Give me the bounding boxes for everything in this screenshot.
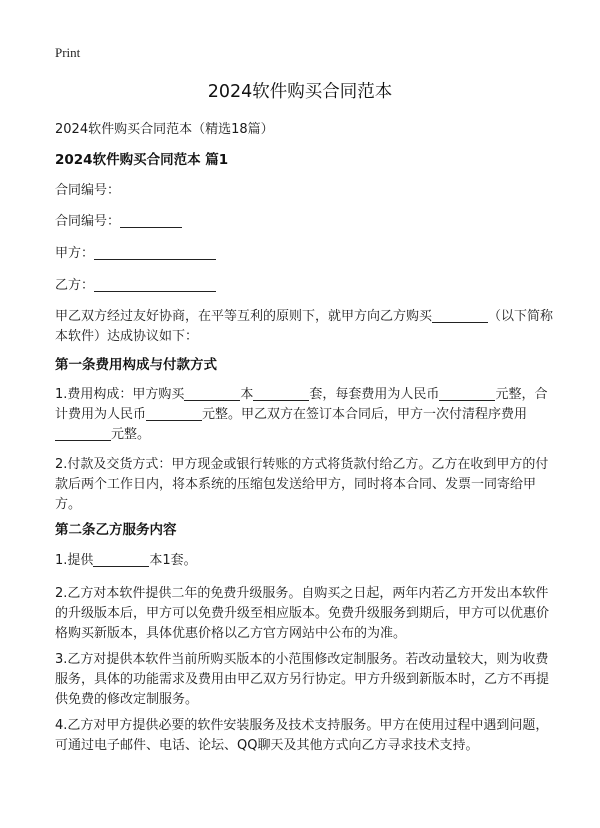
contract-number-label-1: 合同编号： [55, 183, 121, 198]
article-1-heading: 第一条费用构成与付款方式 [55, 357, 217, 373]
fee-text-e: 元整。甲乙双方在签订本合同后，甲方一次付清程序费用 [202, 407, 528, 422]
fee-text-c: 套，每套费用为人民币 [309, 387, 440, 402]
contract-number-blank [120, 213, 182, 228]
intro-text-2: （以下简称本软件）达成协议如下： [55, 309, 554, 344]
document-title: 2024软件购买合同范本 [207, 82, 393, 102]
fee-text-d: 元整，合计费用为人民币 [55, 387, 548, 422]
software-name-blank [432, 308, 488, 323]
article-2-heading: 第二条乙方服务内容 [55, 522, 177, 538]
contract-number-line-2 [55, 212, 560, 232]
provide-blank [93, 552, 149, 567]
document-subtitle: 2024软件购买合同范本（精选18篇） [55, 122, 274, 137]
party-b-label: 乙方： [55, 278, 95, 293]
article-2-paragraph-2: 2.乙方对本软件提供二年的免费升级服务。自购买之日起，两年内若乙方开发出本软件的升级版本后，甲方可以免费升级至相应版本。免费升级服务到期后，甲方可以优惠价格购买新版本，具体优惠价格以乙方官方网站中公布的为准。 [55, 586, 550, 641]
article-1-paragraph-2: 2.付款及交货方式：甲方现金或银行转账的方式将货款付给乙方。乙方在收到甲方的付款后两个工作日内，将本系统的压缩包发送给甲方，同时将本合同、发票一同寄给甲方。 [55, 457, 549, 512]
provide-text-b: 本1套。 [149, 553, 197, 568]
fee-blank-unit-price [439, 386, 495, 401]
print-label: Print [55, 45, 81, 60]
party-b-blank [94, 277, 216, 292]
provide-text-a: 1.提供 [55, 553, 94, 568]
section-heading: 2024软件购买合同范本 篇1 [55, 152, 229, 168]
party-a-line [55, 244, 560, 264]
article-2-paragraph-3: 3.乙方对提供本软件当前所购买版本的小范围修改定制服务。若改动量较大，则为收费服务，具体的功能需求及费用由甲乙双方另行协定。甲方升级到新版本时，乙方不再提供免费的修改定制服务。 [55, 652, 550, 707]
fee-blank-product [184, 386, 240, 401]
intro-paragraph [55, 307, 560, 347]
party-a-label: 甲方： [55, 246, 95, 261]
party-a-blank [94, 245, 216, 260]
fee-blank-total [146, 406, 202, 421]
fee-text-b: 本 [240, 387, 254, 402]
contract-number-line-1 [55, 181, 560, 201]
fee-text-a: 1.费用构成：甲方购买 [55, 387, 185, 402]
fee-blank-program [55, 426, 111, 441]
fee-text-f: 元整。 [111, 427, 151, 442]
article-2-paragraph-4: 4.乙方对甲方提供必要的软件安装服务及技术支持服务。甲方在使用过程中遇到问题，可通过电子邮件、电话、论坛、QQ聊天及其他方式向乙方寻求技术支持。 [55, 718, 549, 753]
party-b-line [55, 276, 560, 296]
intro-text-1: 甲乙双方经过友好协商，在平等互利的原则下，就甲方向乙方购买 [55, 309, 433, 324]
article-2-paragraph-1 [55, 551, 560, 571]
fee-blank-quantity [253, 386, 309, 401]
contract-number-label-2: 合同编号： [55, 214, 121, 229]
article-1-paragraph-1 [55, 385, 560, 445]
